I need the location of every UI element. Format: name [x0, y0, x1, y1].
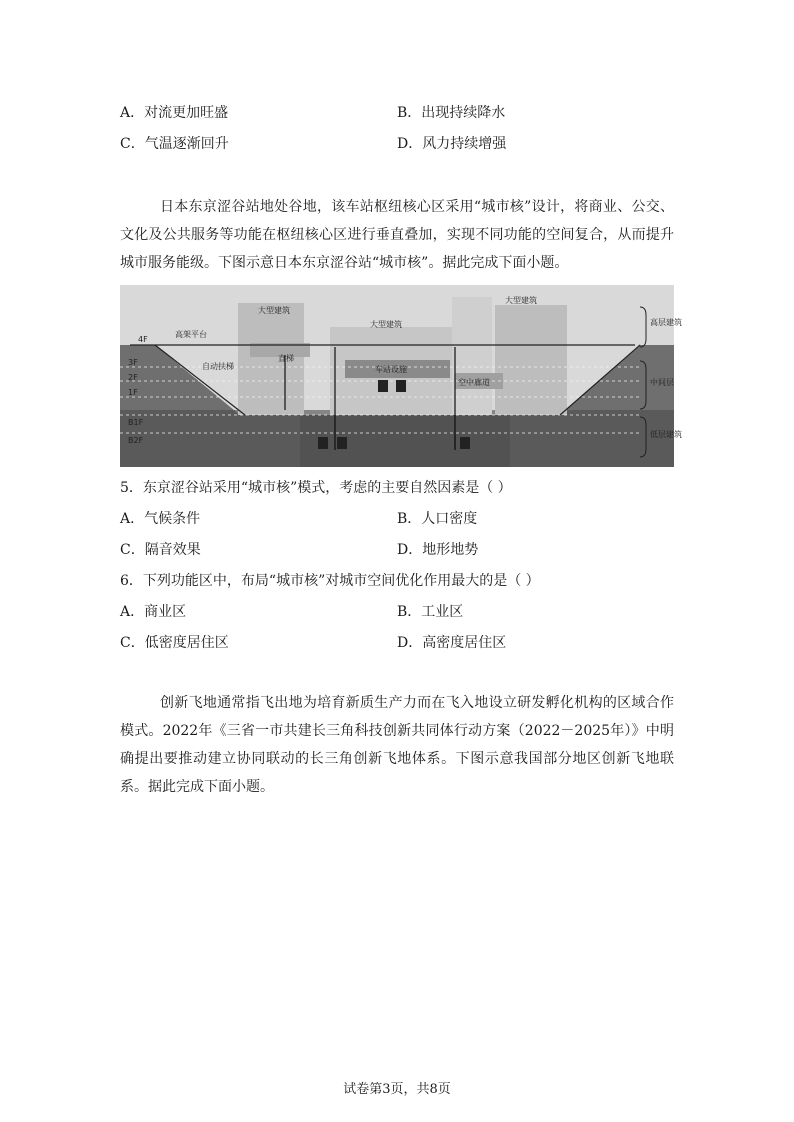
q6-option-c: C．低密度居住区 [120, 635, 229, 651]
label-low-rise: 低层建筑 [650, 430, 682, 439]
label-2f: 2F [128, 373, 138, 382]
label-escalator: 自动扶梯 [202, 362, 234, 371]
label-building-right: 大型建筑 [505, 296, 537, 305]
q5-option-b: B．人口密度 [397, 511, 478, 527]
page-footer: 试卷第3页，共8页 [343, 1082, 451, 1097]
q4-option-a: A．对流更加旺盛 [120, 105, 229, 121]
label-3f: 3F [128, 358, 138, 367]
q4-option-d: D．风力持续增强 [397, 136, 507, 152]
q6-option-b: B．工业区 [397, 604, 464, 620]
q5-option-c: C．隔音效果 [120, 542, 201, 558]
label-station: 车站设施 [375, 365, 407, 374]
label-1f: 1F [128, 388, 138, 397]
label-platform: 高架平台 [175, 330, 207, 339]
label-middle-layer: 中间层 [650, 378, 674, 387]
label-4f: 4F [138, 335, 148, 344]
building-right [495, 305, 567, 415]
label-building-center: 大型建筑 [370, 320, 402, 329]
passage-innovation-enclave: 创新飞地通常指飞出地为培育新质生产力而在飞入地设立研发孵化机构的区域合作模式。2022年《三省一市共建长三角科技创新共同体行动方案（2022－2025年）》中明确提出要推动建立协同联动的长三角创新飞地体系。下图示意我国部分地区创新飞地联系。据此完成下面小题。 [120, 695, 674, 795]
passage-shibuya: 日本东京涩谷站地处谷地，该车站枢纽核心区采用“城市核”设计，将商业、公交、文化及公共服务等功能在枢纽核心区进行垂直叠加，实现不同功能的空间复合，从而提升城市服务能级。下图示意日本东京涩谷站“城市核”。据此完成下面小题。 [120, 199, 674, 271]
underground-layer [120, 410, 674, 467]
label-b1f: B1F [128, 418, 144, 427]
q5-option-a: A．气候条件 [120, 511, 201, 527]
label-building-left: 大型建筑 [258, 306, 290, 315]
q4-option-c: C．气温逐渐回升 [120, 136, 229, 152]
label-high-rise: 高层建筑 [650, 318, 682, 327]
shibuya-city-core-diagram [120, 285, 682, 467]
q6-stem: 6．下列功能区中，布局“城市核”对城市空间优化作用最大的是（ ） [120, 573, 540, 589]
q6-option-a: A．商业区 [120, 604, 187, 620]
label-skyway: 空中廊道 [458, 378, 490, 387]
building-left [238, 303, 304, 415]
label-b2f: B2F [128, 436, 144, 445]
q4-option-b: B．出现持续降水 [397, 105, 506, 121]
label-elevator: 直梯 [278, 354, 294, 363]
q6-option-d: D．高密度居住区 [397, 635, 507, 651]
q5-option-d: D．地形地势 [397, 542, 479, 558]
q5-stem: 5．东京涩谷站采用“城市核”模式，考虑的主要自然因素是（ ） [120, 480, 512, 496]
